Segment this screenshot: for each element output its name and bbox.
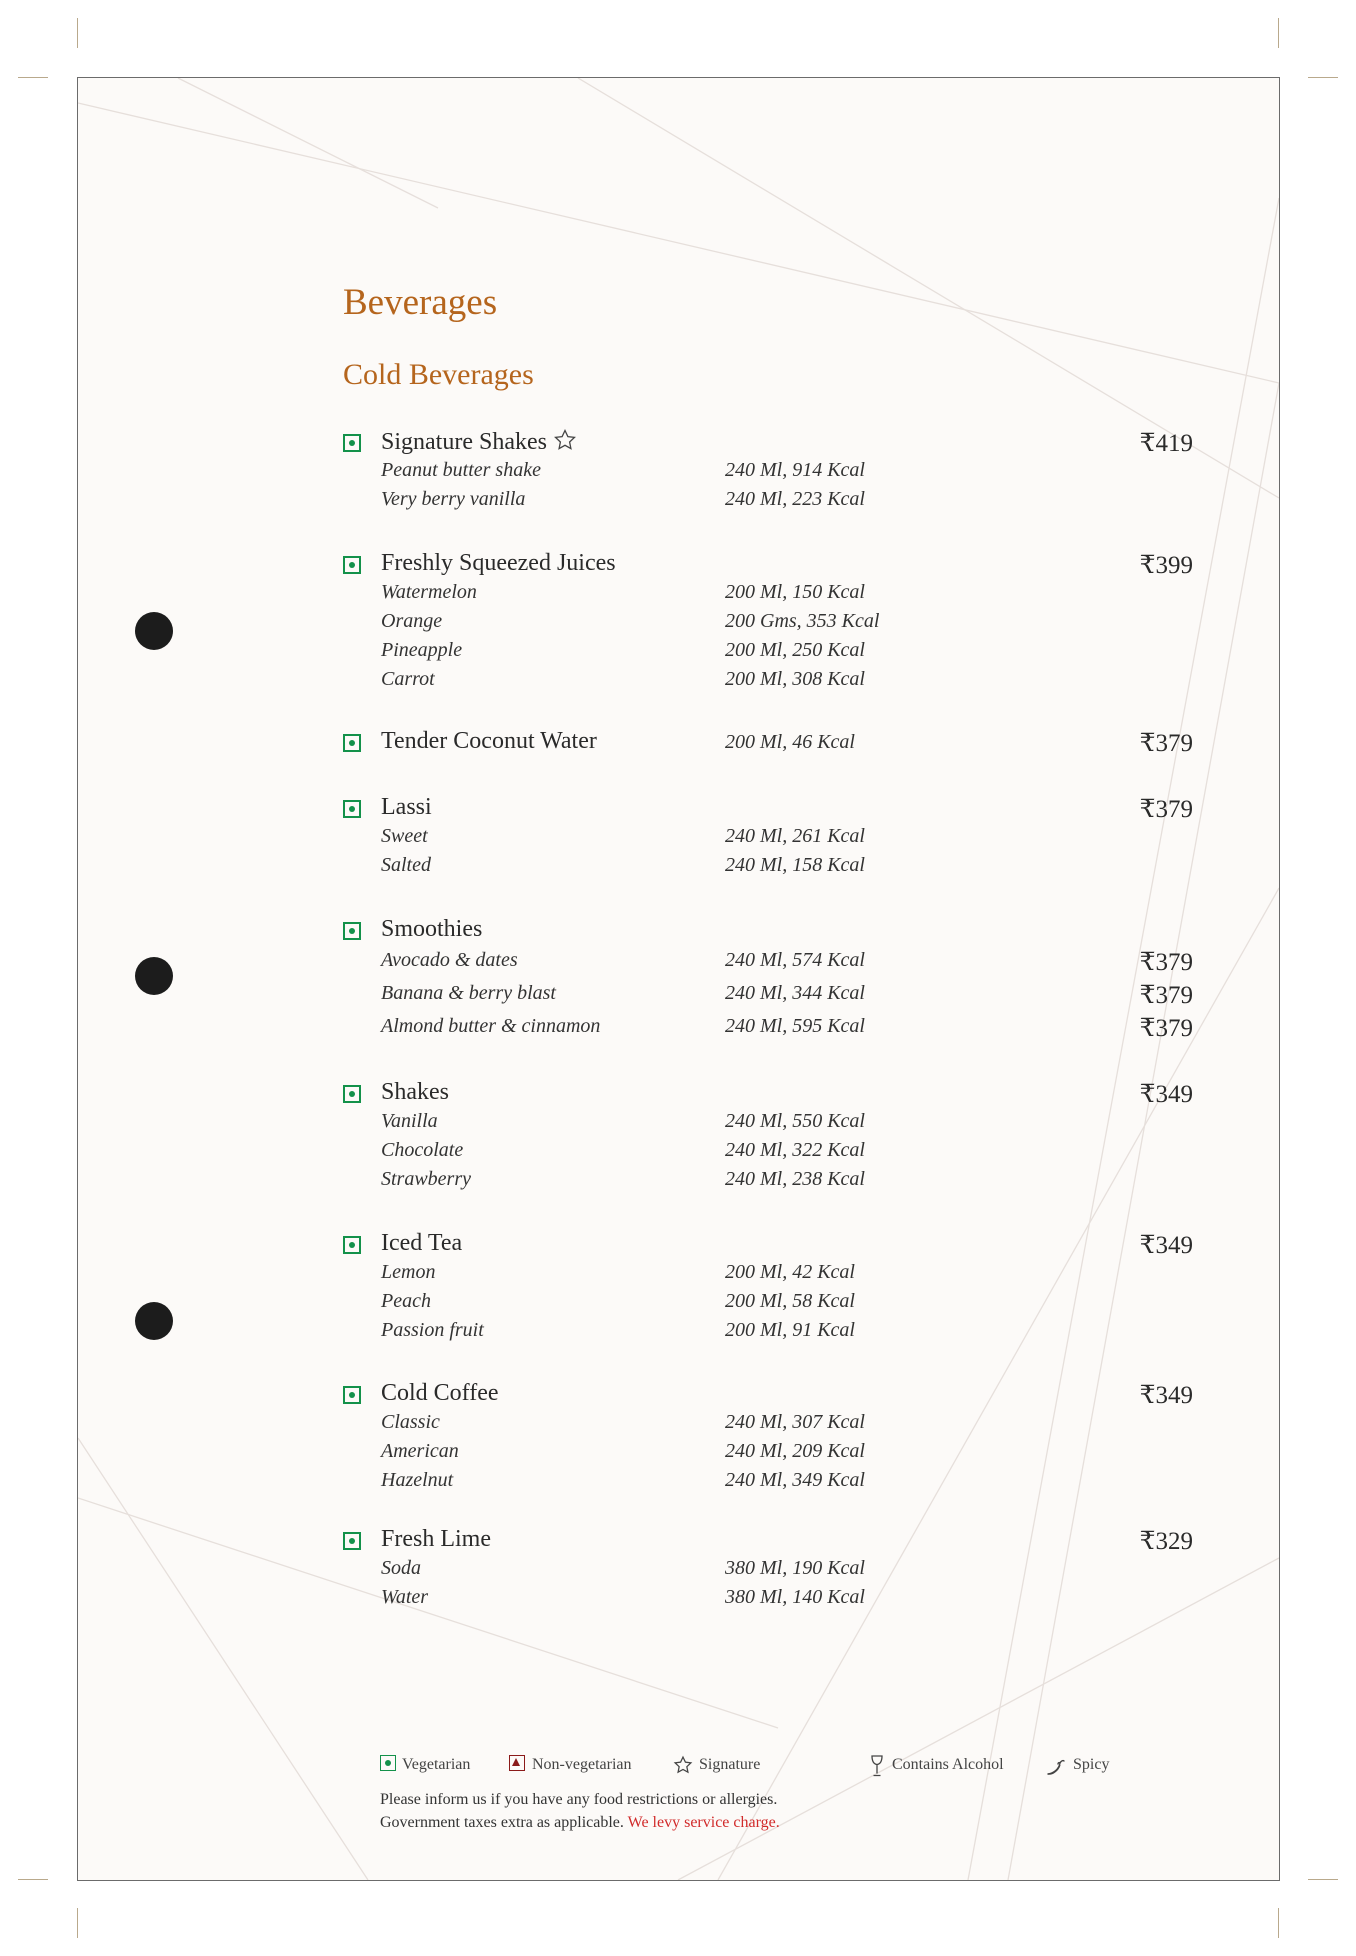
item-name: Iced Tea [381,1230,463,1256]
variant-info: 200 Gms, 353 Kcal [725,610,880,632]
variant-row [343,1555,1193,1584]
variant-info: 240 Ml, 158 Kcal [725,854,865,876]
binder-hole [135,1302,173,1340]
variant-info: 200 Ml, 91 Kcal [725,1319,855,1341]
tax-note-row [380,1811,780,1834]
signature-star-icon [673,1755,693,1775]
item-price: ₹349 [1139,1232,1193,1259]
variant-row [343,1317,1193,1346]
allergy-note: Please inform us if you have any food restrictions or allergies. [380,1791,778,1808]
variant-info: 200 Ml, 42 Kcal [725,1261,855,1283]
menu-page [77,77,1280,1881]
crop-mark [1278,1908,1279,1938]
variant-name: Sweet [381,825,428,847]
variant-name: Peach [381,1290,431,1312]
item-name: Freshly Squeezed Juices [381,550,616,576]
veg-icon [343,734,361,752]
variant-name: Classic [381,1411,440,1433]
variant-row [343,666,1193,695]
veg-icon [343,434,361,452]
variant-info: 240 Ml, 223 Kcal [725,488,865,510]
crop-mark [1278,18,1279,48]
menu-item-fresh-lime [343,1526,1193,1613]
variant-info: 380 Ml, 140 Kcal [725,1586,865,1608]
variant-name: Hazelnut [381,1469,454,1491]
variant-info: 240 Ml, 238 Kcal [725,1168,865,1190]
section-title: Cold Beverages [343,358,534,391]
signature-star-icon [553,428,577,452]
crop-mark [1308,1879,1338,1880]
menu-item-cold-coffee [343,1380,1193,1496]
variant-name: Pineapple [381,639,463,661]
variant-row [343,1288,1193,1317]
variant-name: Vanilla [381,1110,438,1132]
variant-name: Soda [381,1557,421,1579]
binder-hole [135,957,173,995]
tax-note: Government taxes extra as applicable. [380,1814,624,1831]
legend-label: Vegetarian [402,1756,471,1773]
variant-info: 200 Ml, 308 Kcal [725,668,865,690]
variant-row [343,1013,1193,1046]
chili-icon [1045,1755,1067,1777]
crop-mark [1308,77,1338,78]
item-name: Lassi [381,794,432,820]
variant-row [343,852,1193,881]
variant-name: Very berry vanilla [381,488,526,510]
variant-info: 380 Ml, 190 Kcal [725,1557,865,1579]
variant-info: 240 Ml, 322 Kcal [725,1139,865,1161]
variant-name: Salted [381,854,431,876]
variant-name: Watermelon [381,581,477,603]
menu-item-signature-shakes [343,428,1193,515]
page-title: Beverages [343,282,498,323]
item-name: Shakes [381,1079,449,1105]
crop-mark [18,77,48,78]
variant-row [343,1467,1193,1496]
crop-mark [77,1908,78,1938]
menu-item-smoothies [343,916,1193,1046]
variant-row [343,1259,1193,1288]
variant-row [343,1166,1193,1195]
menu-item-shakes [343,1079,1193,1195]
variant-price: ₹379 [1139,1015,1193,1042]
veg-icon [380,1755,396,1771]
legend-label: Spicy [1073,1756,1110,1773]
variant-info: 240 Ml, 574 Kcal [725,949,865,971]
crop-mark [77,18,78,48]
variant-name: Lemon [381,1261,436,1283]
service-charge-note: We levy service charge. [627,1814,780,1831]
variant-info: 240 Ml, 349 Kcal [725,1469,865,1491]
wine-glass-icon [870,1755,884,1777]
veg-icon [343,1236,361,1254]
variant-info: 240 Ml, 209 Kcal [725,1440,865,1462]
variant-name: Chocolate [381,1139,464,1161]
variant-info: 200 Ml, 150 Kcal [725,581,865,603]
item-price: ₹329 [1139,1528,1193,1555]
legend-label: Non-vegetarian [532,1756,632,1773]
veg-icon [343,800,361,818]
variant-info: 240 Ml, 344 Kcal [725,982,865,1004]
item-price: ₹399 [1139,552,1193,579]
menu-item-juices [343,550,1193,695]
legend-label: Contains Alcohol [892,1756,1004,1773]
variant-name: Peanut butter shake [381,459,541,481]
legend-label: Signature [699,1756,761,1773]
variant-info: 240 Ml, 595 Kcal [725,1015,865,1037]
variant-info: 240 Ml, 914 Kcal [725,459,865,481]
item-name: Tender Coconut Water [381,728,597,754]
variant-info: 240 Ml, 550 Kcal [725,1110,865,1132]
veg-icon [343,922,361,940]
veg-icon [343,556,361,574]
item-price: ₹379 [1139,730,1193,757]
variant-info: 200 Ml, 250 Kcal [725,639,865,661]
item-name: Smoothies [381,916,483,942]
variant-info: 240 Ml, 261 Kcal [725,825,865,847]
variant-row [343,947,1193,980]
variant-row [343,1409,1193,1438]
variant-name: Strawberry [381,1168,471,1190]
menu-item-lassi [343,794,1193,881]
variant-name: Almond butter & cinnamon [381,1015,601,1037]
item-price: ₹349 [1139,1382,1193,1409]
item-name: Cold Coffee [381,1380,499,1406]
variant-row [343,980,1193,1013]
variant-row [343,608,1193,637]
variant-name: Orange [381,610,443,632]
veg-icon [343,1532,361,1550]
variant-row [343,1584,1193,1613]
variant-row [343,1438,1193,1467]
variant-name: Carrot [381,668,435,690]
item-price: ₹419 [1139,430,1193,457]
variant-row [343,1137,1193,1166]
item-name: Signature Shakes [381,429,547,455]
item-price: ₹349 [1139,1081,1193,1108]
variant-info: 240 Ml, 307 Kcal [725,1411,865,1433]
variant-name: Avocado & dates [381,949,518,971]
menu-item-coconut-water [343,728,1193,757]
variant-row [343,486,1193,515]
binder-hole [135,612,173,650]
variant-row [343,637,1193,666]
variant-name: American [381,1440,459,1462]
item-name: Fresh Lime [381,1526,491,1552]
variant-name: Passion fruit [381,1319,484,1341]
crop-mark [18,1879,48,1880]
variant-row [343,1108,1193,1137]
veg-icon [343,1085,361,1103]
veg-icon [343,1386,361,1404]
menu-item-iced-tea [343,1230,1193,1346]
item-price: ₹379 [1139,796,1193,823]
variant-row [343,823,1193,852]
variant-info: 200 Ml, 58 Kcal [725,1290,855,1312]
variant-price: ₹379 [1139,949,1193,976]
variant-name: Banana & berry blast [381,982,556,1004]
item-info: 200 Ml, 46 Kcal [725,731,855,753]
variant-name: Water [381,1586,429,1608]
variant-price: ₹379 [1139,982,1193,1009]
variant-row [343,457,1193,486]
variant-row [343,579,1193,608]
non-veg-icon [509,1755,525,1771]
footnote [380,1788,780,1834]
